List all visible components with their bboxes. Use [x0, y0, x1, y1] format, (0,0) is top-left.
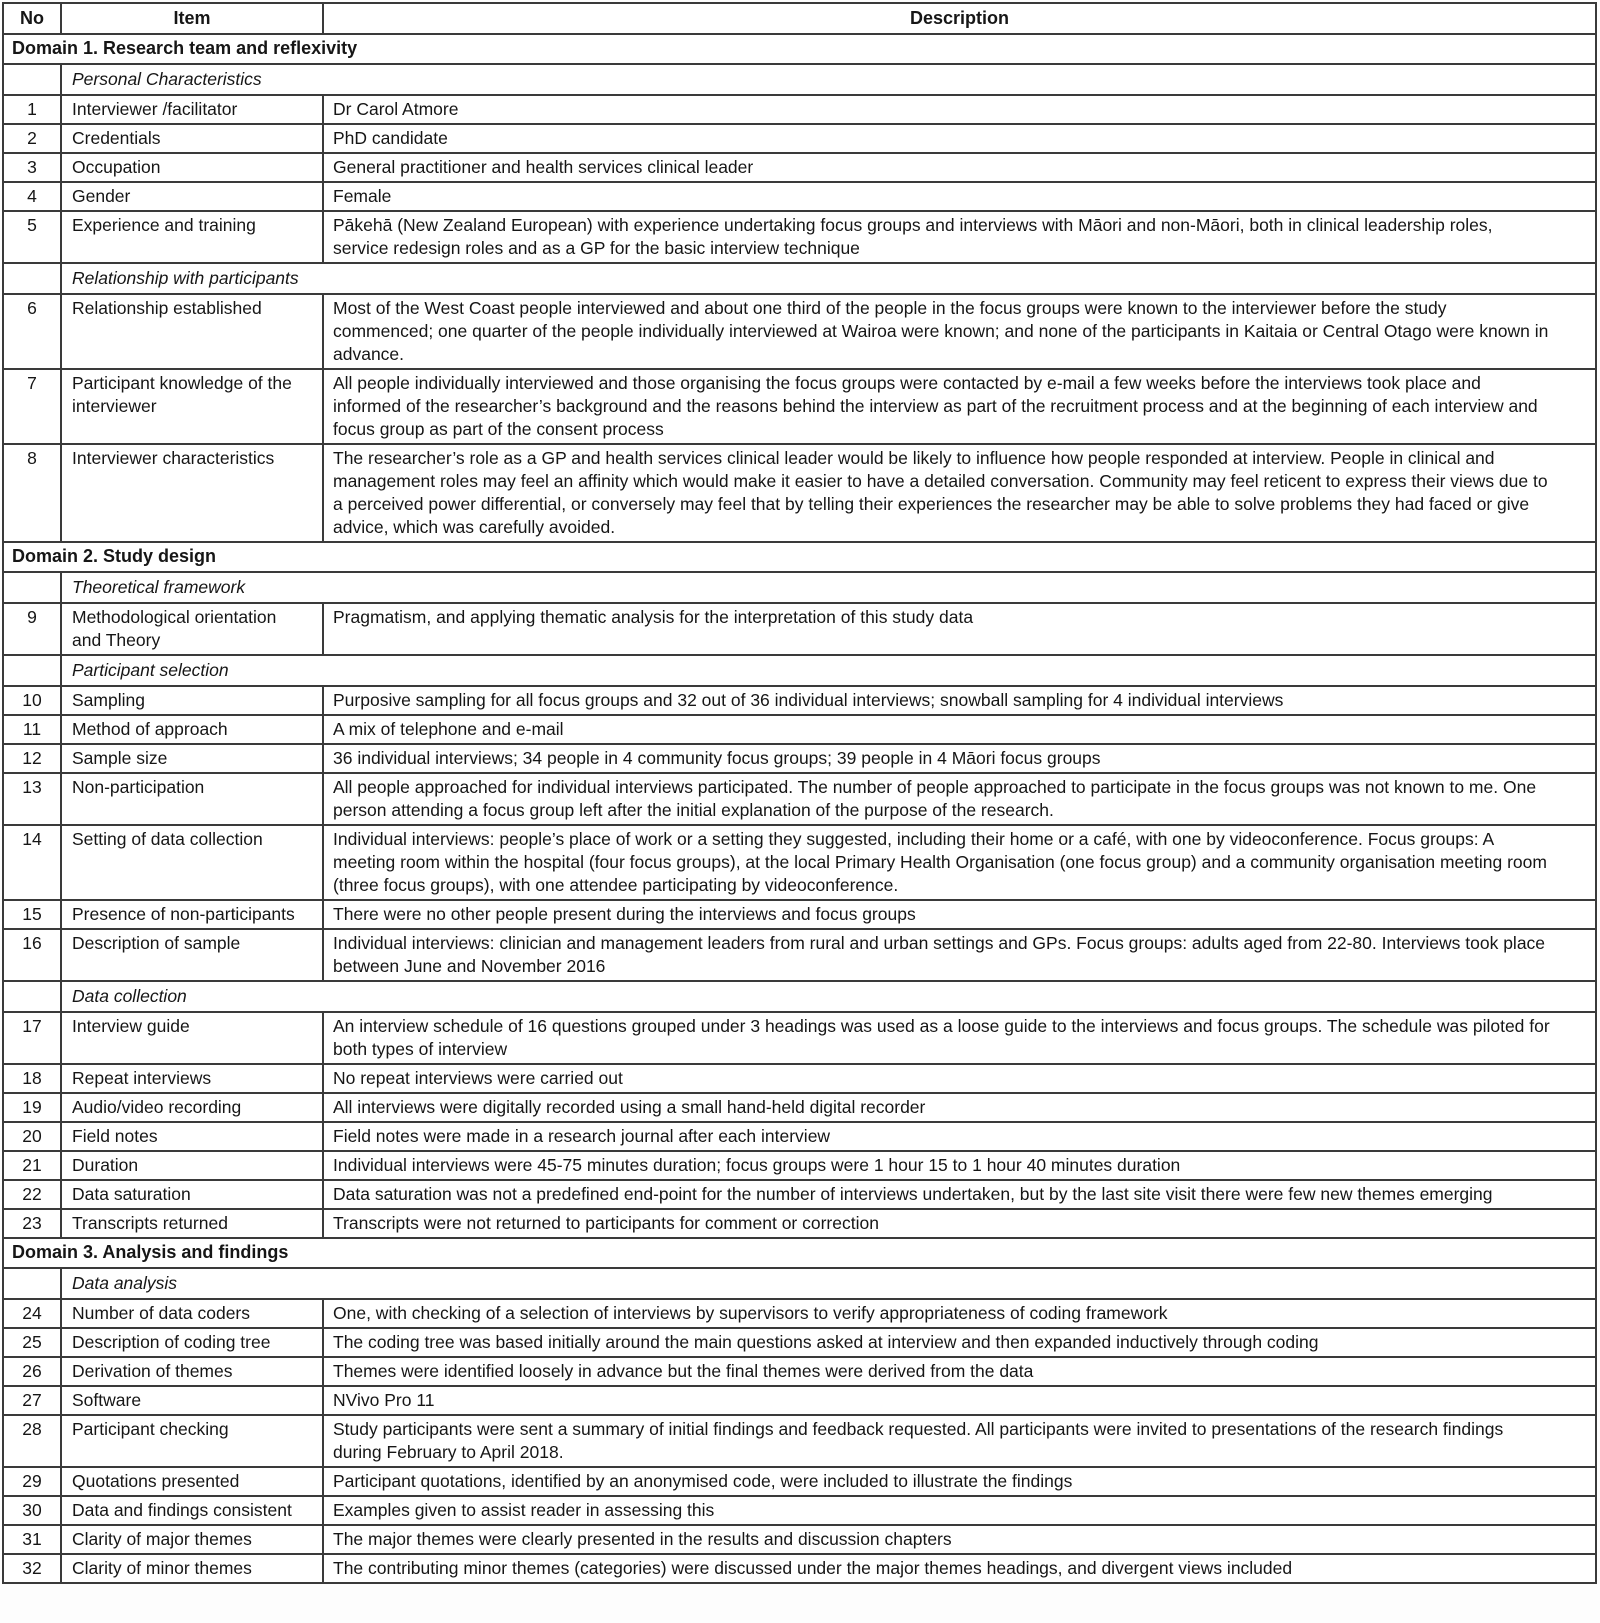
table-row — [3, 95, 1596, 124]
table-row — [3, 1525, 1596, 1554]
subsection-row — [3, 64, 1596, 95]
row-number: 6 — [3, 294, 61, 369]
item-description: The contributing minor themes (categories) were discussed under the major themes headings, and divergent views included — [323, 1554, 1596, 1583]
item-label: Repeat interviews — [61, 1064, 323, 1093]
row-number: 17 — [3, 1012, 61, 1064]
item-label: Gender — [61, 182, 323, 211]
table-row — [3, 1467, 1596, 1496]
item-label: Sampling — [61, 686, 323, 715]
item-label: Audio/video recording — [61, 1093, 323, 1122]
item-label: Participant knowledge of the interviewer — [61, 369, 323, 444]
table-row — [3, 1386, 1596, 1415]
item-label: Presence of non-participants — [61, 900, 323, 929]
item-description: 36 individual interviews; 34 people in 4 community focus groups; 39 people in 4 Māori focus groups — [323, 744, 1596, 773]
subsection-row — [3, 981, 1596, 1012]
table-row — [3, 1299, 1596, 1328]
table-row — [3, 1180, 1596, 1209]
row-number: 18 — [3, 1064, 61, 1093]
table-row — [3, 900, 1596, 929]
item-description: Examples given to assist reader in assessing this — [323, 1496, 1596, 1525]
row-number: 3 — [3, 153, 61, 182]
empty-number-cell — [3, 64, 61, 95]
table-row — [3, 1064, 1596, 1093]
table-row — [3, 1093, 1596, 1122]
table-row — [3, 124, 1596, 153]
subsection-row — [3, 572, 1596, 603]
item-label: Field notes — [61, 1122, 323, 1151]
row-number: 7 — [3, 369, 61, 444]
item-description: Individual interviews: clinician and management leaders from rural and urban settings and GPs. Focus groups: adults aged from 22-80. Interviews took place between June and November 2016 — [323, 929, 1596, 981]
row-number: 11 — [3, 715, 61, 744]
column-header-no: No — [3, 3, 61, 34]
subsection-heading: Data analysis — [61, 1268, 1596, 1299]
item-description: Study participants were sent a summary of initial findings and feedback requested. All participants were invited to presentations of the research findings during February to April 2018. — [323, 1415, 1596, 1467]
item-description: Pākehā (New Zealand European) with experience undertaking focus groups and interviews with Māori and non-Māori, both in clinical leadership roles, service redesign roles and as a GP for the basic interview technique — [323, 211, 1596, 263]
item-label: Experience and training — [61, 211, 323, 263]
empty-number-cell — [3, 655, 61, 686]
table-row — [3, 825, 1596, 900]
item-description: All people individually interviewed and those organising the focus groups were contacted by e-mail a few weeks before the interviews took place and informed of the researcher’s background and the reasons behind the interview as part of the recruitment process and at the beginning of each interview and focus group as part of the consent process — [323, 369, 1596, 444]
header-row — [3, 3, 1596, 34]
item-description: NVivo Pro 11 — [323, 1386, 1596, 1415]
subsection-row — [3, 263, 1596, 294]
item-description: Field notes were made in a research journal after each interview — [323, 1122, 1596, 1151]
row-number: 19 — [3, 1093, 61, 1122]
item-label: Relationship established — [61, 294, 323, 369]
empty-number-cell — [3, 572, 61, 603]
row-number: 30 — [3, 1496, 61, 1525]
item-label: Interviewer characteristics — [61, 444, 323, 542]
table-row — [3, 1209, 1596, 1238]
table-row — [3, 182, 1596, 211]
item-label: Derivation of themes — [61, 1357, 323, 1386]
item-description: All people approached for individual interviews participated. The number of people approached to participate in the focus groups was not known to me. One person attending a focus group left after the initial explanation of the purpose of the research. — [323, 773, 1596, 825]
table-row — [3, 369, 1596, 444]
table-row — [3, 603, 1596, 655]
row-number: 28 — [3, 1415, 61, 1467]
row-number: 9 — [3, 603, 61, 655]
row-number: 29 — [3, 1467, 61, 1496]
item-description: Data saturation was not a predefined end-point for the number of interviews undertaken, but by the last site visit there were few new themes emerging — [323, 1180, 1596, 1209]
item-label: Participant checking — [61, 1415, 323, 1467]
item-description: An interview schedule of 16 questions grouped under 3 headings was used as a loose guide to the interviews and focus groups. The schedule was piloted for both types of interview — [323, 1012, 1596, 1064]
row-number: 32 — [3, 1554, 61, 1583]
table-row — [3, 1012, 1596, 1064]
item-label: Credentials — [61, 124, 323, 153]
table-row — [3, 686, 1596, 715]
item-description: PhD candidate — [323, 124, 1596, 153]
item-label: Software — [61, 1386, 323, 1415]
item-description: The coding tree was based initially around the main questions asked at interview and then expanded inductively through coding — [323, 1328, 1596, 1357]
row-number: 1 — [3, 95, 61, 124]
item-description: All interviews were digitally recorded using a small hand-held digital recorder — [323, 1093, 1596, 1122]
domain-header-row — [3, 1238, 1596, 1268]
table-row — [3, 211, 1596, 263]
subsection-heading: Data collection — [61, 981, 1596, 1012]
domain-heading: Domain 1. Research team and reflexivity — [3, 34, 1596, 64]
domain-header-row — [3, 542, 1596, 572]
item-description: Pragmatism, and applying thematic analysis for the interpretation of this study data — [323, 603, 1596, 655]
table-row — [3, 1328, 1596, 1357]
item-description: Participant quotations, identified by an anonymised code, were included to illustrate the findings — [323, 1467, 1596, 1496]
row-number: 27 — [3, 1386, 61, 1415]
table-body — [3, 34, 1596, 1583]
table-row — [3, 153, 1596, 182]
item-description: Female — [323, 182, 1596, 211]
item-description: Individual interviews were 45-75 minutes duration; focus groups were 1 hour 15 to 1 hour 40 minutes duration — [323, 1151, 1596, 1180]
row-number: 26 — [3, 1357, 61, 1386]
table-row — [3, 1496, 1596, 1525]
item-description: The major themes were clearly presented in the results and discussion chapters — [323, 1525, 1596, 1554]
row-number: 2 — [3, 124, 61, 153]
domain-header-row — [3, 34, 1596, 64]
table-row — [3, 715, 1596, 744]
item-label: Non-participation — [61, 773, 323, 825]
empty-number-cell — [3, 981, 61, 1012]
row-number: 10 — [3, 686, 61, 715]
domain-heading: Domain 3. Analysis and findings — [3, 1238, 1596, 1268]
column-header-description: Description — [323, 3, 1596, 34]
item-description: Purposive sampling for all focus groups and 32 out of 36 individual interviews; snowball sampling for 4 individual interviews — [323, 686, 1596, 715]
table-row — [3, 1357, 1596, 1386]
item-description: A mix of telephone and e-mail — [323, 715, 1596, 744]
item-label: Clarity of major themes — [61, 1525, 323, 1554]
table-row — [3, 1122, 1596, 1151]
empty-number-cell — [3, 1268, 61, 1299]
item-label: Method of approach — [61, 715, 323, 744]
item-label: Occupation — [61, 153, 323, 182]
coreq-checklist-table — [2, 2, 1597, 1584]
item-label: Quotations presented — [61, 1467, 323, 1496]
item-label: Description of coding tree — [61, 1328, 323, 1357]
row-number: 31 — [3, 1525, 61, 1554]
item-description: Themes were identified loosely in advance but the final themes were derived from the data — [323, 1357, 1596, 1386]
row-number: 22 — [3, 1180, 61, 1209]
item-label: Description of sample — [61, 929, 323, 981]
item-description: There were no other people present during the interviews and focus groups — [323, 900, 1596, 929]
domain-heading: Domain 2. Study design — [3, 542, 1596, 572]
item-description: Individual interviews: people’s place of work or a setting they suggested, including their home or a café, with one by videoconference. Focus groups: A meeting room within the hospital (four focus groups), at the local Primary Health Organisation (one focus group) and a community organisation meeting room (three focus groups), with one attendee participating by videoconference. — [323, 825, 1596, 900]
item-label: Interviewer /facilitator — [61, 95, 323, 124]
row-number: 5 — [3, 211, 61, 263]
item-label: Data saturation — [61, 1180, 323, 1209]
subsection-heading: Participant selection — [61, 655, 1596, 686]
item-label: Data and findings consistent — [61, 1496, 323, 1525]
row-number: 15 — [3, 900, 61, 929]
row-number: 24 — [3, 1299, 61, 1328]
table-row — [3, 1415, 1596, 1467]
item-description: Dr Carol Atmore — [323, 95, 1596, 124]
empty-number-cell — [3, 263, 61, 294]
row-number: 4 — [3, 182, 61, 211]
row-number: 20 — [3, 1122, 61, 1151]
table-row — [3, 444, 1596, 542]
item-description: Transcripts were not returned to participants for comment or correction — [323, 1209, 1596, 1238]
subsection-row — [3, 655, 1596, 686]
row-number: 16 — [3, 929, 61, 981]
item-label: Transcripts returned — [61, 1209, 323, 1238]
item-description: One, with checking of a selection of interviews by supervisors to verify appropriateness of coding framework — [323, 1299, 1596, 1328]
item-description: Most of the West Coast people interviewed and about one third of the people in the focus groups were known to the interviewer before the study commenced; one quarter of the people individually interviewed at Wairoa were known; and none of the participants in Kaitaia or Central Otago were known in advance. — [323, 294, 1596, 369]
item-label: Clarity of minor themes — [61, 1554, 323, 1583]
row-number: 23 — [3, 1209, 61, 1238]
subsection-heading: Personal Characteristics — [61, 64, 1596, 95]
row-number: 12 — [3, 744, 61, 773]
table-row — [3, 1554, 1596, 1583]
item-label: Interview guide — [61, 1012, 323, 1064]
table-row — [3, 294, 1596, 369]
table-row — [3, 1151, 1596, 1180]
row-number: 21 — [3, 1151, 61, 1180]
subsection-row — [3, 1268, 1596, 1299]
item-label: Setting of data collection — [61, 825, 323, 900]
item-label: Number of data coders — [61, 1299, 323, 1328]
item-label: Methodological orientation and Theory — [61, 603, 323, 655]
row-number: 14 — [3, 825, 61, 900]
table-row — [3, 744, 1596, 773]
column-header-item: Item — [61, 3, 323, 34]
item-description: The researcher’s role as a GP and health services clinical leader would be likely to influence how people responded at interview. People in clinical and management roles may feel an affinity which would make it easier to have a detailed conversation. Community may feel reticent to express their views due to a perceived power differential, or conversely may feel that by telling their experiences the researcher may be able to solve problems they had faced or give advice, which was carefully avoided. — [323, 444, 1596, 542]
table-row — [3, 929, 1596, 981]
row-number: 13 — [3, 773, 61, 825]
subsection-heading: Theoretical framework — [61, 572, 1596, 603]
item-description: General practitioner and health services clinical leader — [323, 153, 1596, 182]
item-description: No repeat interviews were carried out — [323, 1064, 1596, 1093]
table-row — [3, 773, 1596, 825]
subsection-heading: Relationship with participants — [61, 263, 1596, 294]
row-number: 8 — [3, 444, 61, 542]
item-label: Duration — [61, 1151, 323, 1180]
item-label: Sample size — [61, 744, 323, 773]
row-number: 25 — [3, 1328, 61, 1357]
